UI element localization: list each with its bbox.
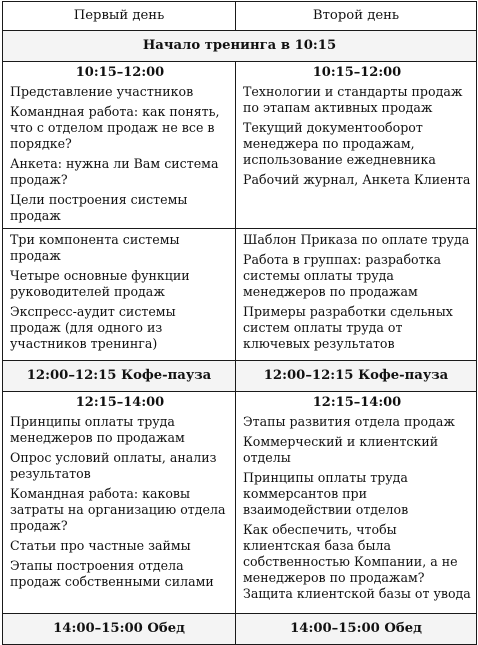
day1-coffee-break: 12:00–12:15 Кофе-пауза	[3, 361, 236, 392]
schedule-item: Текущий документооборот менеджера по продажам, использование ежедневника	[243, 120, 436, 167]
schedule-item: Примеры разработки сдельных систем оплаты труда от ключевых результатов	[243, 304, 453, 351]
morning-continued-row	[3, 229, 477, 361]
day1-header: Первый день	[3, 2, 236, 31]
training-schedule-table	[2, 1, 477, 645]
day1-morning-cell	[3, 62, 236, 229]
day1-morning-time: 10:15–12:00	[75, 65, 165, 80]
schedule-item: Анкета: нужна ли Вам система продаж?	[10, 156, 219, 187]
training-start-cell: Начало тренинга в 10:15	[3, 31, 477, 62]
start-row	[3, 31, 477, 62]
day2-morning-cell	[236, 62, 477, 229]
schedule-item: Опрос условий оплаты, анализ результатов	[10, 450, 217, 481]
day2-coffee-break: 12:00–12:15 Кофе-пауза	[236, 361, 477, 392]
schedule-item: Как обеспечить, чтобы клиентская база была собственностью Компании, а не менеджеров по продажам? Защита клиентской базы от увода	[243, 522, 471, 601]
schedule-item: Командная работа: каковы затраты на организацию отдела продаж?	[10, 486, 226, 533]
schedule-item: Экспресс-аудит системы продаж (для одного из участников тренинга)	[10, 304, 176, 351]
day2-afternoon-cell	[236, 392, 477, 614]
schedule-item: Коммерческий и клиентский отделы	[243, 434, 439, 465]
lunch-row	[3, 614, 477, 645]
day1-afternoon-cell	[3, 392, 236, 614]
schedule-item: Статьи про частные займы	[10, 538, 191, 553]
schedule-item: Командная работа: как понять, что с отделом продаж не все в порядке?	[10, 104, 220, 151]
day2-afternoon-time: 12:15–14:00	[312, 395, 402, 410]
header-row	[3, 2, 477, 31]
schedule-item: Четыре основные функции руководителей продаж	[10, 268, 190, 299]
schedule-item: Принципы оплаты труда коммерсантов при взаимодействии отделов	[243, 470, 409, 517]
schedule-item: Работа в группах: разработка системы оплаты труда менеджеров по продажам	[243, 252, 441, 299]
schedule-item: Технологии и стандарты продаж по этапам активных продаж	[243, 84, 463, 115]
day2-header: Второй день	[236, 2, 477, 31]
day2-lunch: 14:00–15:00 Обед	[236, 614, 477, 645]
day1-lunch: 14:00–15:00 Обед	[3, 614, 236, 645]
day1-afternoon-time: 12:15–14:00	[75, 395, 165, 410]
morning-session-row	[3, 62, 477, 229]
day1-morning-continued-cell	[3, 229, 236, 361]
schedule-item: Шаблон Приказа по оплате труда	[243, 232, 470, 247]
schedule-item: Принципы оплаты труда менеджеров по продажам	[10, 414, 185, 445]
schedule-item: Представление участников	[10, 84, 194, 99]
schedule-item: Три компонента системы продаж	[10, 232, 180, 263]
coffee-break-row	[3, 361, 477, 392]
schedule-item: Этапы построения отдела продаж собственными силами	[10, 558, 214, 589]
day2-morning-continued-cell	[236, 229, 477, 361]
schedule-item: Цели построения системы продаж	[10, 192, 188, 223]
schedule-item: Рабочий журнал, Анкета Клиента	[243, 172, 471, 187]
schedule-item: Этапы развития отдела продаж	[243, 414, 455, 429]
afternoon-session-row	[3, 392, 477, 614]
day2-morning-time: 10:15–12:00	[312, 65, 402, 80]
